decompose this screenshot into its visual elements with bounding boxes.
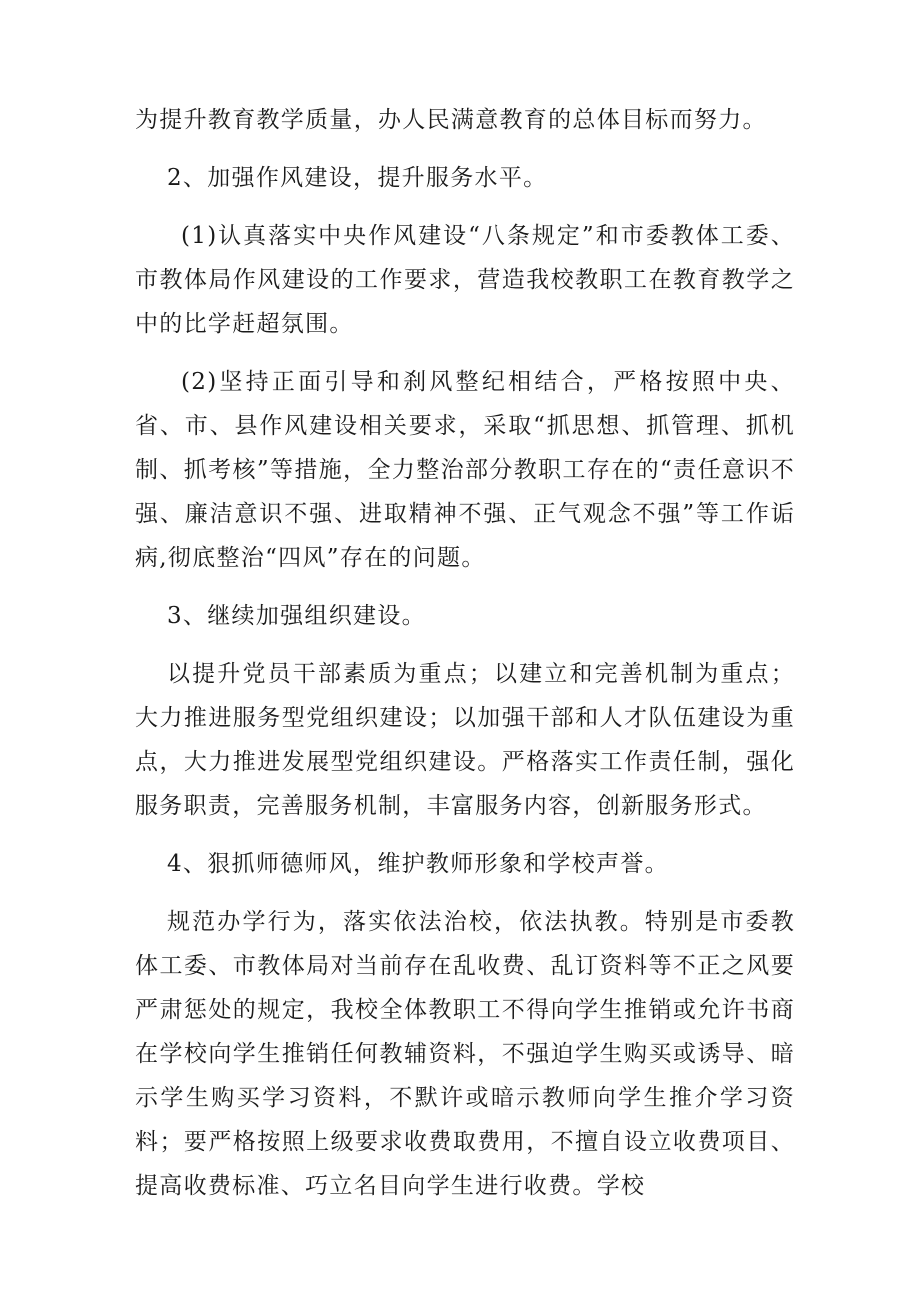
paragraph-organization: 以提升党员干部素质为重点；以建立和完善机制为重点；大力推进服务型党组织建设；以加强干部和人才队伍建设为重点，大力推进发展型党组织建设。严格落实工作责任制，强化服务职责，完善服务机制，丰富服务内容，创新服务形式。 <box>135 661 795 819</box>
heading-item-4: 4、狠抓师德师风，维护教师形象和学校声誉。 <box>167 851 669 877</box>
paragraph-conduct: 规范办学行为，落实依法治校，依法执教。特别是市委教体工委、市教体局对当前存在乱收费、乱订资料等不正之风要严肃惩处的规定，我校全体教职工不得向学生推销或允许书商在学校向学生推销任何教辅资料，不强迫学生购买或诱导、暗示学生购买学习资料，不默许或暗示教师向学生推介学习资料；要严格按照上级要求收费取费用，不擅自设立收费项目、提高收费标准、巧立名目向学生进行收费。学校 <box>135 909 795 1199</box>
paragraph-sub-1: (1)认真落实中央作风建设“八条规定”和市委教体工委、市教体局作风建设的工作要求，营造我校教职工在教育教学之中的比学赶超氛围。 <box>135 223 795 337</box>
paragraph-sub-2: (2)坚持正面引导和刹风整纪相结合，严格按照中央、省、市、县作风建设相关要求，采取“抓思想、抓管理、抓机制、抓考核”等措施，全力整治部分教职工存在的“责任意识不强、廉洁意识不强、进取精神不强、正气观念不强”等工作诟病,彻底整治“四风”存在的问题。 <box>135 369 795 571</box>
document-body <box>135 98 795 1208</box>
heading-item-3: 3、继续加强组织建设。 <box>167 603 426 629</box>
heading-item-2: 2、加强作风建设，提升服务水平。 <box>167 165 548 191</box>
paragraph-continuation: 为提升教育教学质量，办人民满意教育的总体目标而努力。 <box>135 107 767 133</box>
